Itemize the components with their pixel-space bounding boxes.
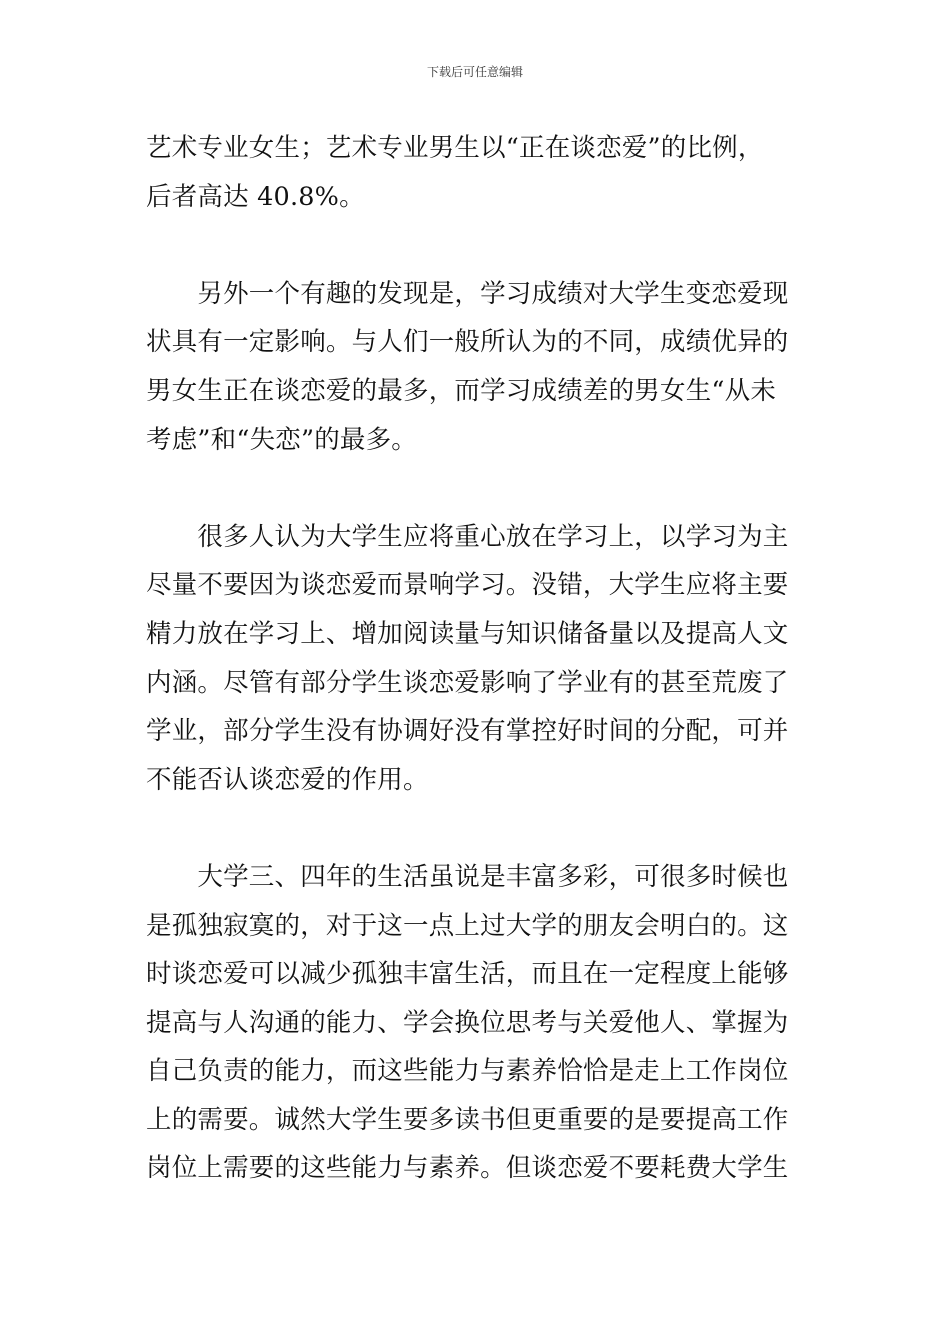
paragraph-2 bbox=[146, 270, 808, 464]
paragraph-gap bbox=[146, 464, 808, 513]
text-line: 不能否认谈恋爱的作用。 bbox=[146, 764, 429, 795]
text-line: 尽量不要因为谈恋爱而景响学习。没错，大学生应将主要 bbox=[146, 570, 789, 601]
paragraph-3 bbox=[146, 513, 808, 805]
text-line: 内涵。尽管有部分学生谈恋爱影响了学业有的甚至荒废了 bbox=[146, 667, 789, 698]
page-header: 下载后可任意编辑 bbox=[426, 65, 523, 79]
text-line: 大学三、四年的生活虽说是丰富多彩，可很多时候也 bbox=[146, 861, 789, 892]
paragraph-gap bbox=[146, 221, 808, 270]
document-body bbox=[146, 124, 808, 1193]
text-line: 很多人认为大学生应将重心放在学习上，以学习为主 bbox=[146, 521, 789, 552]
paragraph-4 bbox=[146, 853, 808, 1193]
text-line: 状具有一定影响。与人们一般所认为的不同，成绩优异的 bbox=[146, 327, 789, 358]
text-line: 精力放在学习上、增加阅读量与知识储备量以及提高人文 bbox=[146, 618, 789, 649]
text-line: 学业，部分学生没有协调好没有掌控好时间的分配，可并 bbox=[146, 716, 789, 747]
text-line: 另外一个有趣的发现是，学习成绩对大学生变恋爱现 bbox=[146, 278, 789, 309]
text-line: 岗位上需要的这些能力与素养。但谈恋爱不要耗费大学生 bbox=[146, 1153, 789, 1184]
text-line: 上的需要。诚然大学生要多读书但更重要的是要提高工作 bbox=[146, 1104, 789, 1135]
paragraph-1 bbox=[146, 124, 808, 221]
text-line: 男女生正在谈恋爱的最多，而学习成绩差的男女生“从未 bbox=[146, 375, 777, 406]
text-line: 是孤独寂寞的，对于这一点上过大学的朋友会明白的。这 bbox=[146, 910, 789, 941]
text-line: 后者高达 40.8%。 bbox=[146, 181, 365, 212]
text-line: 时谈恋爱可以减少孤独丰富生活，而且在一定程度上能够 bbox=[146, 959, 789, 990]
text-line: 艺术专业女生；艺术专业男生以“正在谈恋爱”的比例， bbox=[146, 133, 764, 163]
paragraph-gap bbox=[146, 804, 808, 853]
text-line: 自己负责的能力，而这些能力与素养恰恰是走上工作岗位 bbox=[146, 1056, 789, 1087]
text-line: 提高与人沟通的能力、学会换位思考与关爱他人、掌握为 bbox=[146, 1007, 789, 1038]
text-line: 考虑”和“失恋”的最多。 bbox=[146, 424, 418, 455]
